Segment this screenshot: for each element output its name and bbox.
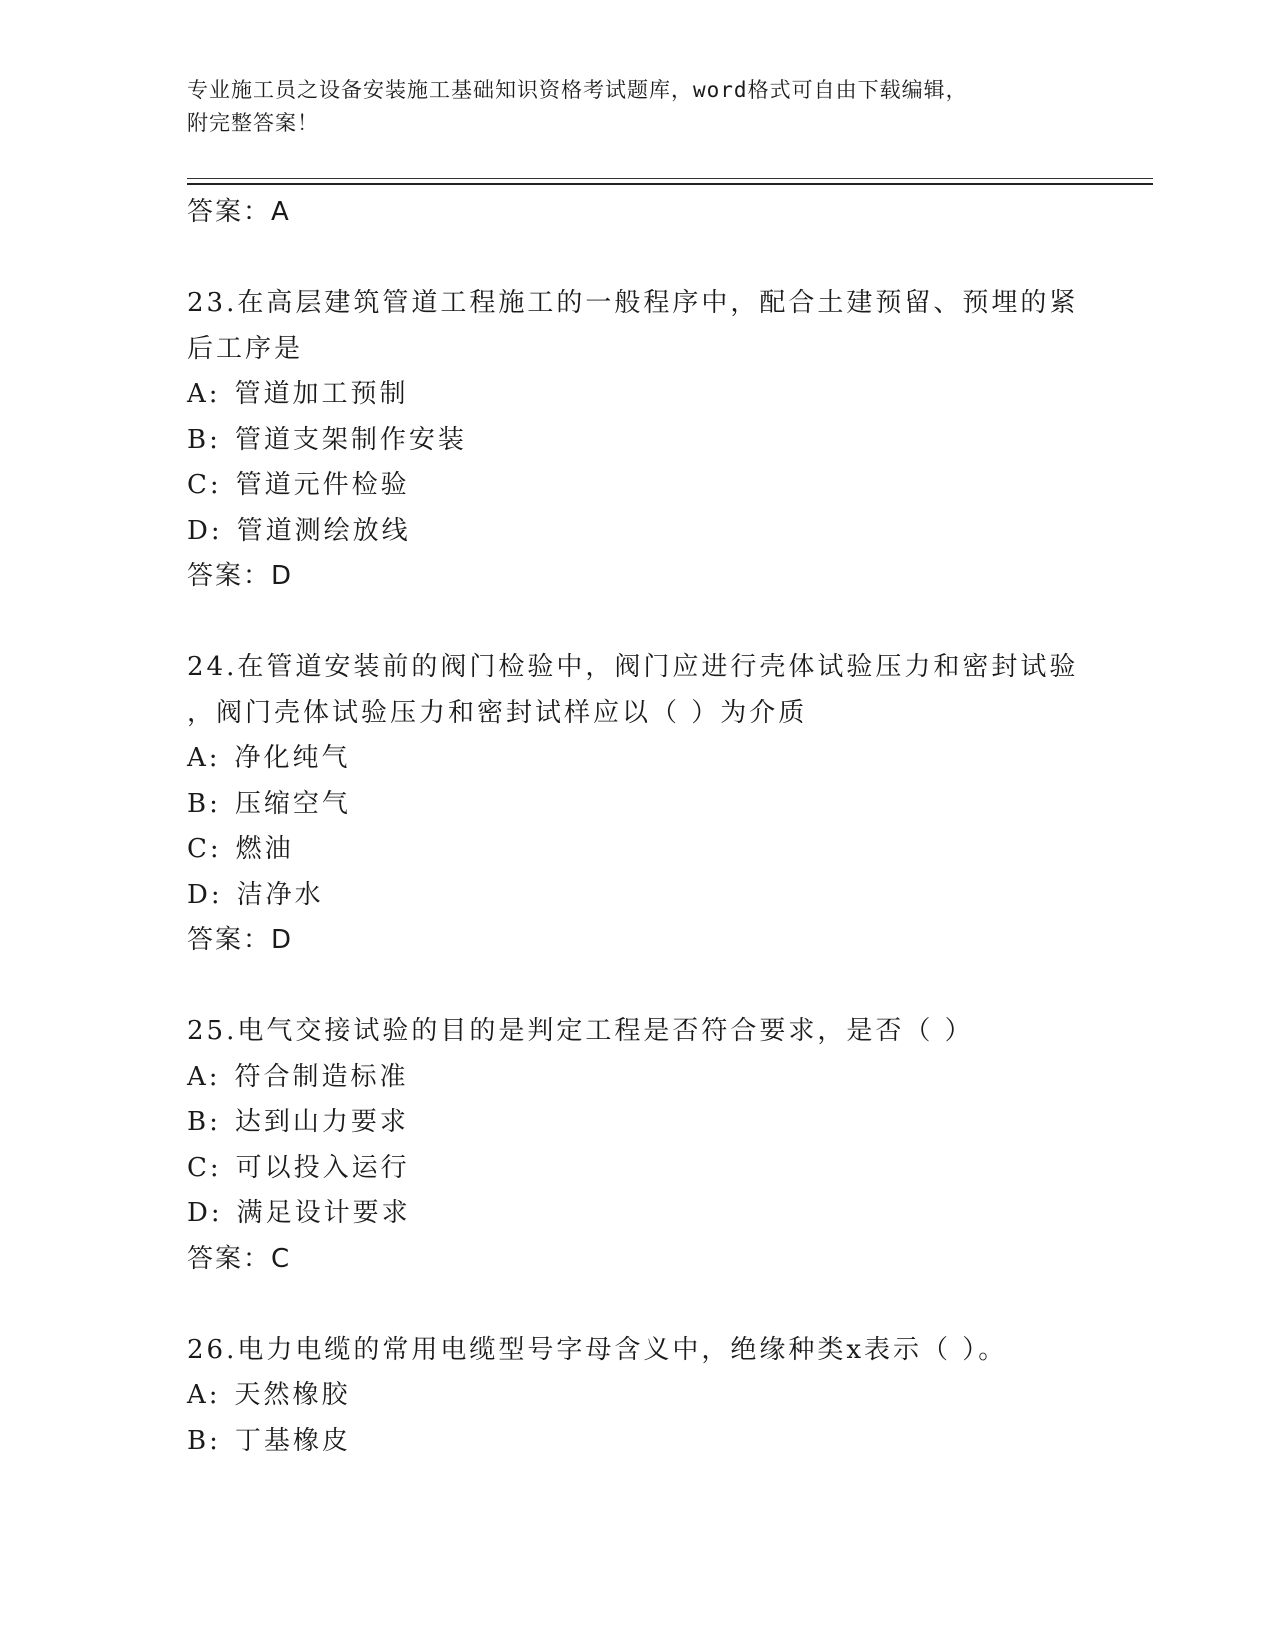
option-key: B:: [187, 1107, 221, 1137]
answer-line: [187, 554, 1087, 600]
option-item: [187, 1419, 1087, 1465]
option-item: [187, 418, 1087, 464]
header-rule: [187, 183, 1153, 185]
question-block: [187, 1328, 1087, 1465]
option-text: 达到山力要求: [234, 1107, 409, 1137]
option-key: D:: [187, 879, 223, 910]
question-block: [187, 645, 1087, 964]
question-list: [187, 190, 1087, 1464]
option-key: D:: [187, 515, 223, 546]
answer-value: A: [271, 197, 291, 227]
option-text: 管道元件检验: [235, 470, 410, 500]
option-text: 净化纯气: [234, 743, 351, 773]
option-text: 洁净水: [236, 879, 324, 910]
option-key: C:: [187, 1152, 222, 1183]
option-key: A:: [187, 743, 221, 773]
option-text: 管道支架制作安装: [234, 424, 467, 455]
question-text: 24.在管道安装前的阀门检验中，阀门应进行壳体试验压力和密封试验: [187, 652, 1079, 682]
option-key: A:: [187, 379, 221, 409]
option-text: 压缩空气: [234, 788, 351, 819]
question-number: 23.: [187, 288, 238, 318]
option-text: 天然橡胶: [234, 1380, 351, 1410]
answer-label: 答案：: [187, 1243, 272, 1274]
option-key: A:: [187, 1380, 221, 1410]
option-item: [187, 1100, 1087, 1146]
option-item: [187, 1146, 1087, 1192]
header-rule: [187, 178, 1153, 179]
option-item: [187, 1373, 1087, 1419]
question-text: 23.在高层建筑管道工程施工的一般程序中，配合土建预留、预埋的紧: [187, 288, 1079, 318]
answer-value: D: [271, 561, 294, 591]
option-item: [187, 509, 1087, 555]
answer-line: [187, 190, 1087, 236]
answer-value: C: [271, 1243, 292, 1274]
option-text: 丁基橡皮: [234, 1425, 351, 1456]
option-text: 可以投入运行: [235, 1152, 410, 1183]
option-item: [187, 372, 1087, 418]
header-note: [187, 74, 1087, 140]
option-key: C:: [187, 470, 222, 500]
answer-line: [187, 918, 1087, 964]
question-block: [187, 1009, 1087, 1282]
option-item: [187, 782, 1087, 828]
option-key: B:: [187, 1425, 221, 1456]
answer-label: 答案：: [187, 925, 272, 955]
option-item: [187, 873, 1087, 919]
option-key: D:: [187, 1198, 223, 1228]
question-text: ，阀门壳体试验压力和密封试样应以（ ）为介质: [187, 697, 808, 728]
option-text: 管道加工预制: [234, 379, 409, 409]
option-key: B:: [187, 788, 221, 819]
option-text: 燃油: [235, 834, 294, 864]
option-key: A:: [187, 1061, 221, 1092]
header-note-line: 专业施工员之设备安装施工基础知识资格考试题库，word格式可自由下载编辑，: [187, 78, 968, 102]
question-number: 25.: [187, 1016, 238, 1046]
option-text: 符合制造标准: [234, 1061, 409, 1092]
option-item: [187, 463, 1087, 509]
option-key: B:: [187, 424, 221, 455]
option-text: 满足设计要求: [236, 1198, 411, 1228]
answer-label: 答案：: [187, 561, 272, 591]
option-item: [187, 1055, 1087, 1101]
question-number: 24.: [187, 652, 238, 682]
question-block: [187, 281, 1087, 600]
option-item: [187, 1191, 1087, 1237]
question-text: 后工序是: [187, 333, 304, 364]
answer-label: 答案：: [187, 197, 272, 227]
question-text: 25.电气交接试验的目的是判定工程是否符合要求，是否（ ）: [187, 1016, 974, 1046]
header-note-line: 附完整答案！: [187, 111, 319, 135]
question-number: 26.: [187, 1334, 238, 1365]
answer-line: [187, 1237, 1087, 1283]
question-text: 26.电力电缆的常用电缆型号字母含义中，绝缘种类x表示（ ）。: [187, 1334, 1008, 1365]
option-item: [187, 827, 1087, 873]
answer-value: D: [271, 925, 294, 955]
option-item: [187, 736, 1087, 782]
option-text: 管道测绘放线: [236, 515, 411, 546]
option-key: C:: [187, 834, 222, 864]
